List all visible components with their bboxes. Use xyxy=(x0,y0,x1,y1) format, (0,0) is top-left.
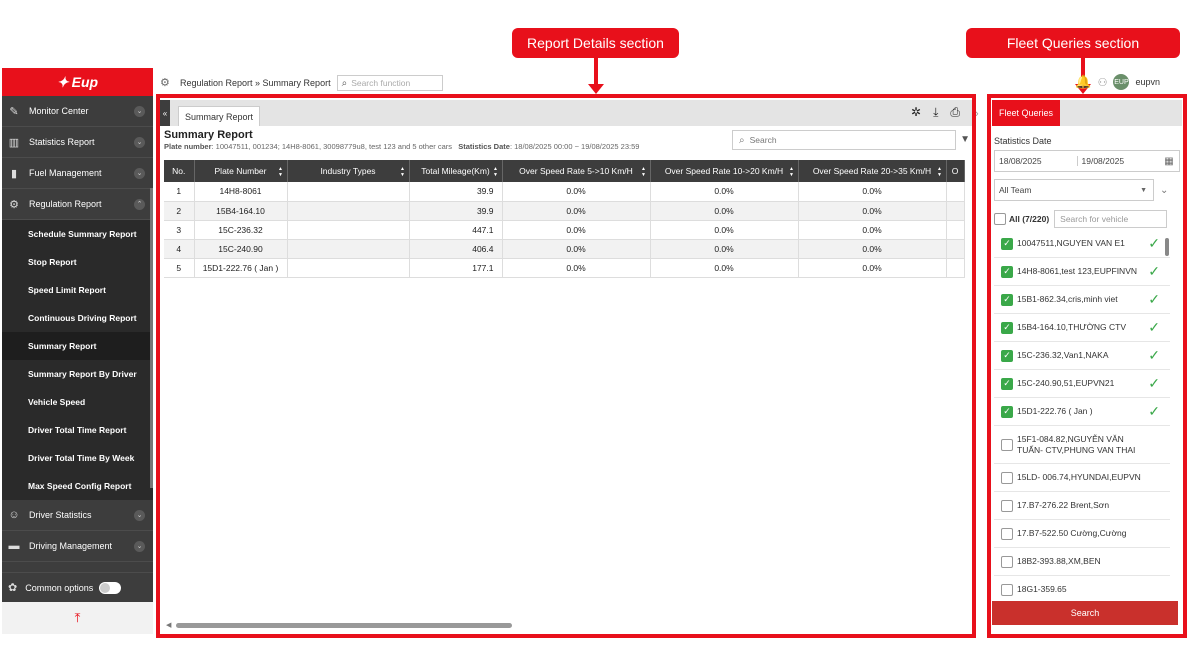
sidebar-item-monitor-center[interactable] xyxy=(2,96,153,127)
checkmark-icon: ✓ xyxy=(1148,319,1160,335)
checkmark-icon: ✓ xyxy=(1148,347,1160,363)
report-details-arrow xyxy=(594,58,598,84)
checkmark-icon: ✓ xyxy=(1148,375,1160,391)
double-chevron-left-icon: « xyxy=(162,108,168,118)
team-select-value: All Team xyxy=(999,185,1032,195)
print-icon[interactable]: ⎙ xyxy=(950,105,960,119)
plate-label: Plate number xyxy=(164,142,212,151)
sort-icon[interactable]: ▲▼ xyxy=(788,166,795,178)
chevron-up-icon: ⌃ xyxy=(134,199,145,210)
sort-icon[interactable]: ▲▼ xyxy=(492,166,499,178)
checkmark-icon: ✓ xyxy=(1148,263,1160,279)
stats-date-value: : 18/08/2025 00:00 ~ 19/08/2025 23:59 xyxy=(509,142,640,151)
tab-fleet-queries[interactable]: Fleet Queries xyxy=(992,100,1060,126)
cell-no: 1 xyxy=(164,182,194,201)
select-all-label: All (7/220) xyxy=(1009,214,1050,224)
cell-r3: 0.0% xyxy=(798,182,946,201)
chevron-down-icon: ⌄ xyxy=(134,541,145,552)
scroll-top-button[interactable] xyxy=(2,602,153,634)
sidebar xyxy=(2,68,153,634)
tab-summary-report[interactable]: Summary Report xyxy=(178,106,260,126)
cell-r2: 0.0% xyxy=(650,239,798,258)
search-icon: ⌕ xyxy=(739,134,745,146)
date-to-input[interactable]: 19/08/2025 xyxy=(1077,156,1160,166)
cell-r3: 0.0% xyxy=(798,258,946,277)
cell-no: 2 xyxy=(164,201,194,220)
report-title: Summary Report xyxy=(164,129,253,141)
bell-icon[interactable]: 🔔 xyxy=(1075,74,1092,89)
cell-plate: 15C-236.32 xyxy=(194,220,287,239)
sidebar-item-label: Driver Statistics xyxy=(29,510,92,520)
sort-icon[interactable]: ▲▼ xyxy=(399,166,406,178)
scroll-left-icon[interactable]: ◀ xyxy=(166,622,172,629)
topbar xyxy=(160,72,443,94)
submenu-item-vehicle-speed[interactable]: Vehicle Speed xyxy=(28,397,86,407)
regulation-icon: ⚙ xyxy=(160,77,170,89)
user-area xyxy=(1075,74,1160,90)
sidebar-item-regulation-report[interactable] xyxy=(2,189,153,220)
submenu-item-stop-report[interactable]: Stop Report xyxy=(28,257,77,267)
cell-no: 4 xyxy=(164,239,194,258)
chevron-down-icon: ⌄ xyxy=(134,510,145,521)
driver-icon: ☺ xyxy=(8,509,20,521)
vehicle-label: 15B1-862.34,cris,minh viet xyxy=(1017,294,1118,304)
cell-r1: 0.0% xyxy=(502,239,650,258)
sidebar-item-label: Driving Management xyxy=(29,541,113,551)
submenu-item-driver-total-time-report[interactable]: Driver Total Time Report xyxy=(28,425,127,435)
person-icon[interactable]: ⚇ xyxy=(1097,76,1108,89)
column-header-label: No. xyxy=(172,166,186,176)
gear-icon: ✿ xyxy=(8,582,18,594)
vehicle-checkbox[interactable]: ✓ xyxy=(1001,238,1013,250)
sort-icon[interactable]: ▲▼ xyxy=(277,166,284,178)
column-header-label: Total Mileage(Km) xyxy=(421,166,490,176)
sidebar-item-label: Monitor Center xyxy=(29,106,89,116)
column-header-label: Over Speed Rate 20->35 Km/H xyxy=(812,166,932,176)
monitor-icon: ✎ xyxy=(9,105,19,118)
column-header-label: Plate Number xyxy=(214,166,267,176)
common-options-label: Common options xyxy=(25,582,94,593)
sidebar-item-label: Statistics Report xyxy=(29,137,95,147)
vehicle-label: 15C-236.32,Van1,NAKA xyxy=(1017,350,1109,360)
column-header-label: Over Speed Rate 10->20 Km/H xyxy=(664,166,784,176)
cell-mileage: 39.9 xyxy=(409,182,502,201)
filter-icon[interactable]: ▼ xyxy=(960,134,970,145)
download-icon[interactable]: ⤓ xyxy=(933,105,939,119)
chevron-down-icon: ⌄ xyxy=(134,106,145,117)
cell-mileage: 177.1 xyxy=(409,258,502,277)
vehicle-checkbox[interactable]: ✓ xyxy=(1001,350,1013,362)
sidebar-item-label: Regulation Report xyxy=(29,199,102,209)
vehicle-checkbox[interactable]: ✓ xyxy=(1001,322,1013,334)
settings-icon[interactable]: ✲ xyxy=(911,105,922,119)
search-icon: ⌕ xyxy=(341,77,348,89)
vehicle-label: 15C-240.90,51,EUPVN21 xyxy=(1017,378,1115,388)
regulation-icon: ⚙ xyxy=(9,198,19,211)
vehicle-label: 17.B7-522.50 Cường,Cường xyxy=(1017,528,1127,538)
cell-plate: 14H8-8061 xyxy=(194,182,287,201)
cell-r3: 0.0% xyxy=(798,239,946,258)
vehicle-checkbox[interactable]: ✓ xyxy=(1001,406,1013,418)
checkmark-icon: ✓ xyxy=(1148,235,1160,251)
statistics-icon: ▥ xyxy=(8,136,20,149)
cell-r2: 0.0% xyxy=(650,220,798,239)
fleet-queries-frame xyxy=(987,94,1187,638)
cell-r3: 0.0% xyxy=(798,201,946,220)
calendar-icon[interactable]: ▦ xyxy=(1164,155,1174,167)
vehicle-checkbox[interactable]: ✓ xyxy=(1001,294,1013,306)
column-header-label: O xyxy=(951,166,959,176)
sort-icon[interactable]: ▲▼ xyxy=(640,166,647,178)
cell-r1: 0.0% xyxy=(502,182,650,201)
chevron-down-icon: ⌄ xyxy=(134,137,145,148)
cell-r2: 0.0% xyxy=(650,201,798,220)
vehicle-label: 15LD- 006.74,HYUNDAI,EUPVN xyxy=(1017,472,1141,482)
vehicle-label: 15D1-222.76 ( Jan ) xyxy=(1017,406,1093,416)
cell-r1: 0.0% xyxy=(502,258,650,277)
search-function-input[interactable] xyxy=(337,75,443,91)
cell-plate: 15D1-222.76 ( Jan ) xyxy=(194,258,287,277)
cell-plate: 15C-240.90 xyxy=(194,239,287,258)
vehicle-checkbox[interactable]: ✓ xyxy=(1001,378,1013,390)
driving-icon: ▬ xyxy=(8,540,20,552)
stats-date-label: Statistics Date xyxy=(458,142,510,151)
cell-mileage: 406.4 xyxy=(409,239,502,258)
username[interactable]: eupvn xyxy=(1135,77,1160,87)
vehicle-checkbox[interactable]: ✓ xyxy=(1001,266,1013,278)
vehicle-label: 15F1-084.82,NGUYỄN VĂN TUẤN- CTV,PHUNG VAN THAI xyxy=(1017,433,1136,455)
vehicle-label: 15B4-164.10,THƯỜNG CTV xyxy=(1017,322,1127,332)
plate-value: : 10047511, 001234; 14H8-8061, 30098779u8, test 123 and 5 other cars xyxy=(211,142,452,151)
submenu-item-summary-report-by-driver[interactable]: Summary Report By Driver xyxy=(28,369,137,379)
cell-no: 3 xyxy=(164,220,194,239)
submenu-item-driver-total-time-by-week[interactable]: Driver Total Time By Week xyxy=(28,453,135,463)
caret-down-icon: ▼ xyxy=(1140,186,1147,194)
date-from-input[interactable]: 18/08/2025 xyxy=(999,156,1042,166)
report-details-callout: Report Details section xyxy=(512,28,679,58)
column-header-label: Industry Types xyxy=(320,166,376,176)
search-button[interactable]: Search xyxy=(992,601,1178,625)
cell-plate: 15B4-164.10 xyxy=(194,201,287,220)
sidebar-item-statistics-report[interactable] xyxy=(2,127,153,158)
sidebar-item-label: Fuel Management xyxy=(29,168,102,178)
vehicle-label: 14H8-8061,test 123,EUPFINVN xyxy=(1017,266,1138,276)
checkmark-icon: ✓ xyxy=(1148,291,1160,307)
cell-no: 5 xyxy=(164,258,194,277)
common-options xyxy=(2,572,153,602)
chevron-down-icon: ⌄ xyxy=(134,168,145,179)
vehicle-label: 18G1-359.65 xyxy=(1017,584,1067,594)
sidebar-item-driving-management[interactable] xyxy=(2,531,153,562)
column-header-label: Over Speed Rate 5->10 Km/H xyxy=(519,166,633,176)
cell-r3: 0.0% xyxy=(798,220,946,239)
common-options-toggle[interactable] xyxy=(99,582,121,594)
sidebar-item-driver-statistics[interactable] xyxy=(2,500,153,531)
vehicle-label: 18B2-393.88,XM,BEN xyxy=(1017,556,1101,566)
vehicle-search-input[interactable]: Search for vehicle xyxy=(1054,210,1167,228)
submenu-item-schedule-summary-report[interactable]: Schedule Summary Report xyxy=(28,229,137,239)
cell-mileage: 447.1 xyxy=(409,220,502,239)
report-details-frame xyxy=(156,94,976,638)
avatar[interactable]: EUP xyxy=(1113,74,1129,90)
sidebar-scrollbar[interactable] xyxy=(150,188,153,488)
statistics-date-label: Statistics Date xyxy=(994,136,1052,146)
submenu-item-summary-report[interactable]: Summary Report xyxy=(2,332,153,360)
table-search-placeholder: Search xyxy=(749,135,777,145)
report-details-arrow-head xyxy=(588,84,604,94)
vehicle-label: 10047511,NGUYEN VAN E1 xyxy=(1017,238,1125,248)
fuel-icon: ▮ xyxy=(10,167,18,180)
fleet-collapse-icon[interactable]: › xyxy=(975,108,979,120)
logo[interactable] xyxy=(2,68,153,96)
fleet-queries-callout: Fleet Queries section xyxy=(966,28,1180,58)
logo-text: Eup xyxy=(71,74,99,90)
checkmark-icon: ✓ xyxy=(1148,403,1160,419)
submenu-item-max-speed-config-report[interactable]: Max Speed Config Report xyxy=(28,481,132,491)
logo-mark-icon: ✦ xyxy=(56,73,69,90)
submenu-item-speed-limit-report[interactable]: Speed Limit Report xyxy=(28,285,106,295)
cell-r2: 0.0% xyxy=(650,258,798,277)
cell-r2: 0.0% xyxy=(650,182,798,201)
sidebar-item-fuel-management[interactable] xyxy=(2,158,153,189)
chevron-down-icon[interactable]: ⌄ xyxy=(1160,184,1169,196)
sort-icon[interactable]: ▲▼ xyxy=(936,166,943,178)
search-function-placeholder: Search function xyxy=(351,78,411,88)
arrow-up-icon: ⤒ xyxy=(74,610,81,625)
vehicle-label: 17.B7-276.22 Brent,Sơn xyxy=(1017,500,1110,510)
cell-r1: 0.0% xyxy=(502,201,650,220)
cell-mileage: 39.9 xyxy=(409,201,502,220)
cell-r1: 0.0% xyxy=(502,220,650,239)
regulation-submenu xyxy=(2,220,153,500)
breadcrumb: Regulation Report » Summary Report xyxy=(180,78,331,88)
submenu-item-continuous-driving-report[interactable]: Continuous Driving Report xyxy=(28,313,137,323)
